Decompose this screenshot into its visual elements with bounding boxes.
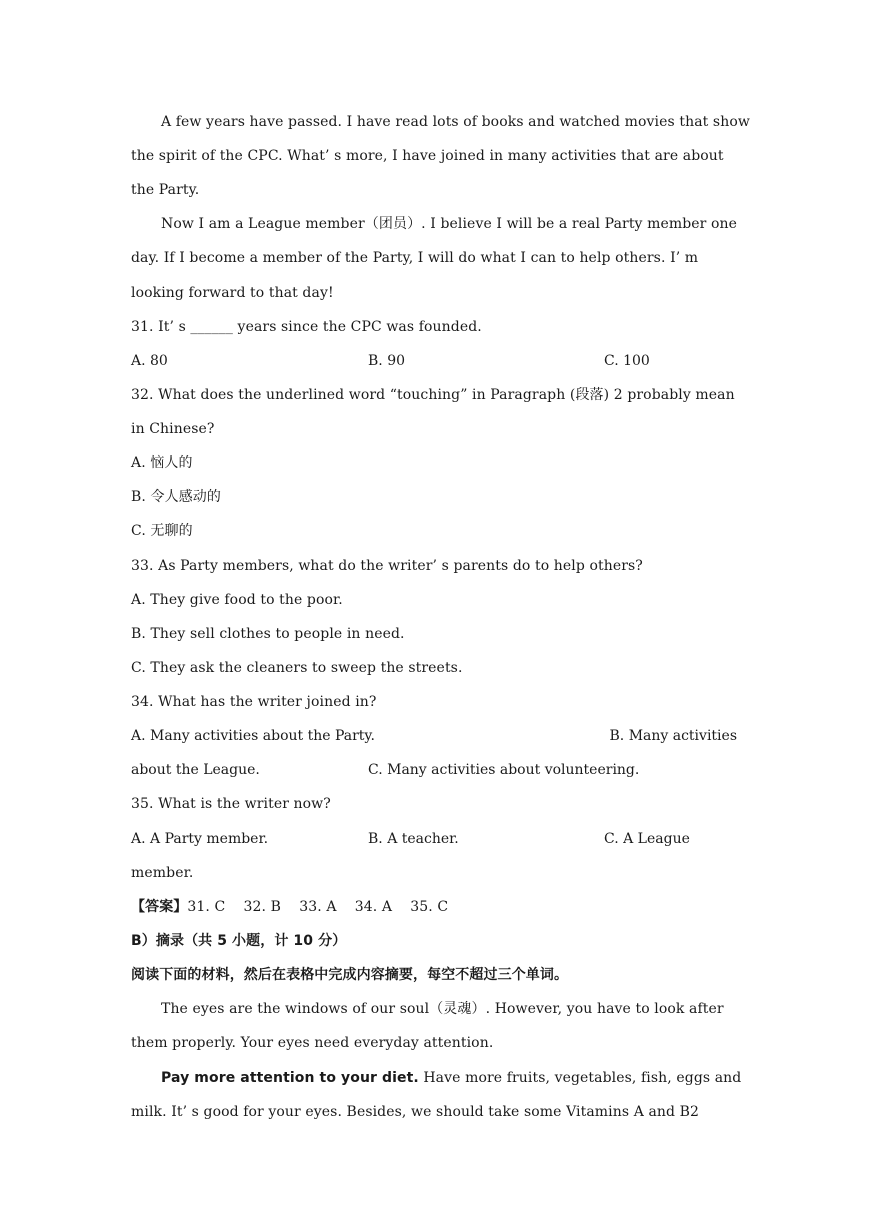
- question-34-option-a: A. Many activities about the Party.: [131, 728, 375, 744]
- question-35-option-a: A. A Party member.: [131, 831, 269, 847]
- section-b-heading: B）摘录（共 5 小题，计 10 分）: [131, 933, 347, 949]
- passage-paragraph-2-line-2: day. If I become a member of the Party, I will do what I can to help others. I’ m: [131, 250, 699, 266]
- question-32-option-c: C. 无聊的: [131, 523, 193, 539]
- answer-key-text: 31. C 32. B 33. A 34. A 35. C: [187, 899, 449, 915]
- question-34-option-c: C. Many activities about volunteering.: [368, 762, 640, 778]
- question-32-stem-line-1: 32. What does the underlined word “touching” in Paragraph (段落) 2 probably mean: [131, 387, 735, 403]
- answer-key: [131, 897, 737, 917]
- question-31-option-c: C. 100: [604, 353, 650, 369]
- question-33-option-b: B. They sell clothes to people in need.: [131, 626, 405, 642]
- answer-key-label: 【答案】: [131, 899, 188, 915]
- question-35-stem: 35. What is the writer now?: [131, 796, 331, 812]
- question-31-option-a: A. 80: [131, 353, 168, 369]
- section-b-instruction: 阅读下面的材料，然后在表格中完成内容摘要，每空不超过三个单词。: [131, 967, 569, 983]
- question-31-stem: 31. It’ s ______ years since the CPC was founded.: [131, 319, 482, 335]
- section-b-paragraph-2-bold-lead: Pay more attention to your diet.: [161, 1070, 419, 1086]
- section-b-paragraph-1-line-1: The eyes are the windows of our soul（灵魂）. However, you have to look after: [161, 1001, 724, 1017]
- question-32-stem-line-2: in Chinese?: [131, 421, 215, 437]
- passage-paragraph-1-line-1: A few years have passed. I have read lots of books and watched movies that show: [161, 114, 750, 130]
- question-34-option-b-line-1: B. Many activities: [609, 728, 737, 744]
- question-34-stem: 34. What has the writer joined in?: [131, 694, 377, 710]
- section-b-paragraph-2-line-1: [161, 1068, 742, 1088]
- section-b-paragraph-2-line-2: milk. It’ s good for your eyes. Besides, we should take some Vitamins A and B2: [131, 1104, 700, 1120]
- question-35-option-c-line-2: member.: [131, 865, 194, 881]
- passage-paragraph-2-line-3: looking forward to that day!: [131, 285, 334, 301]
- question-33-option-c: C. They ask the cleaners to sweep the streets.: [131, 660, 463, 676]
- passage-paragraph-1-line-2: the spirit of the CPC. What’ s more, I have joined in many activities that are about: [131, 148, 724, 164]
- question-35-option-c-line-1: C. A League: [604, 831, 690, 847]
- section-b-paragraph-2-rest: Have more fruits, vegetables, fish, eggs and: [418, 1070, 742, 1086]
- question-33-stem: 33. As Party members, what do the writer’ s parents do to help others?: [131, 558, 643, 574]
- passage-paragraph-1-line-3: the Party.: [131, 182, 200, 198]
- section-b-paragraph-1-line-2: them properly. Your eyes need everyday attention.: [131, 1035, 494, 1051]
- question-35-option-b: B. A teacher.: [368, 831, 459, 847]
- question-33-option-a: A. They give food to the poor.: [131, 592, 343, 608]
- question-32-option-a: A. 恼人的: [131, 455, 193, 471]
- question-32-option-b: B. 令人感动的: [131, 489, 221, 505]
- question-31-option-b: B. 90: [368, 353, 406, 369]
- passage-paragraph-2-line-1: Now I am a League member（团员）. I believe I will be a real Party member one: [161, 216, 738, 232]
- question-34-option-b-line-2: about the League.: [131, 762, 260, 778]
